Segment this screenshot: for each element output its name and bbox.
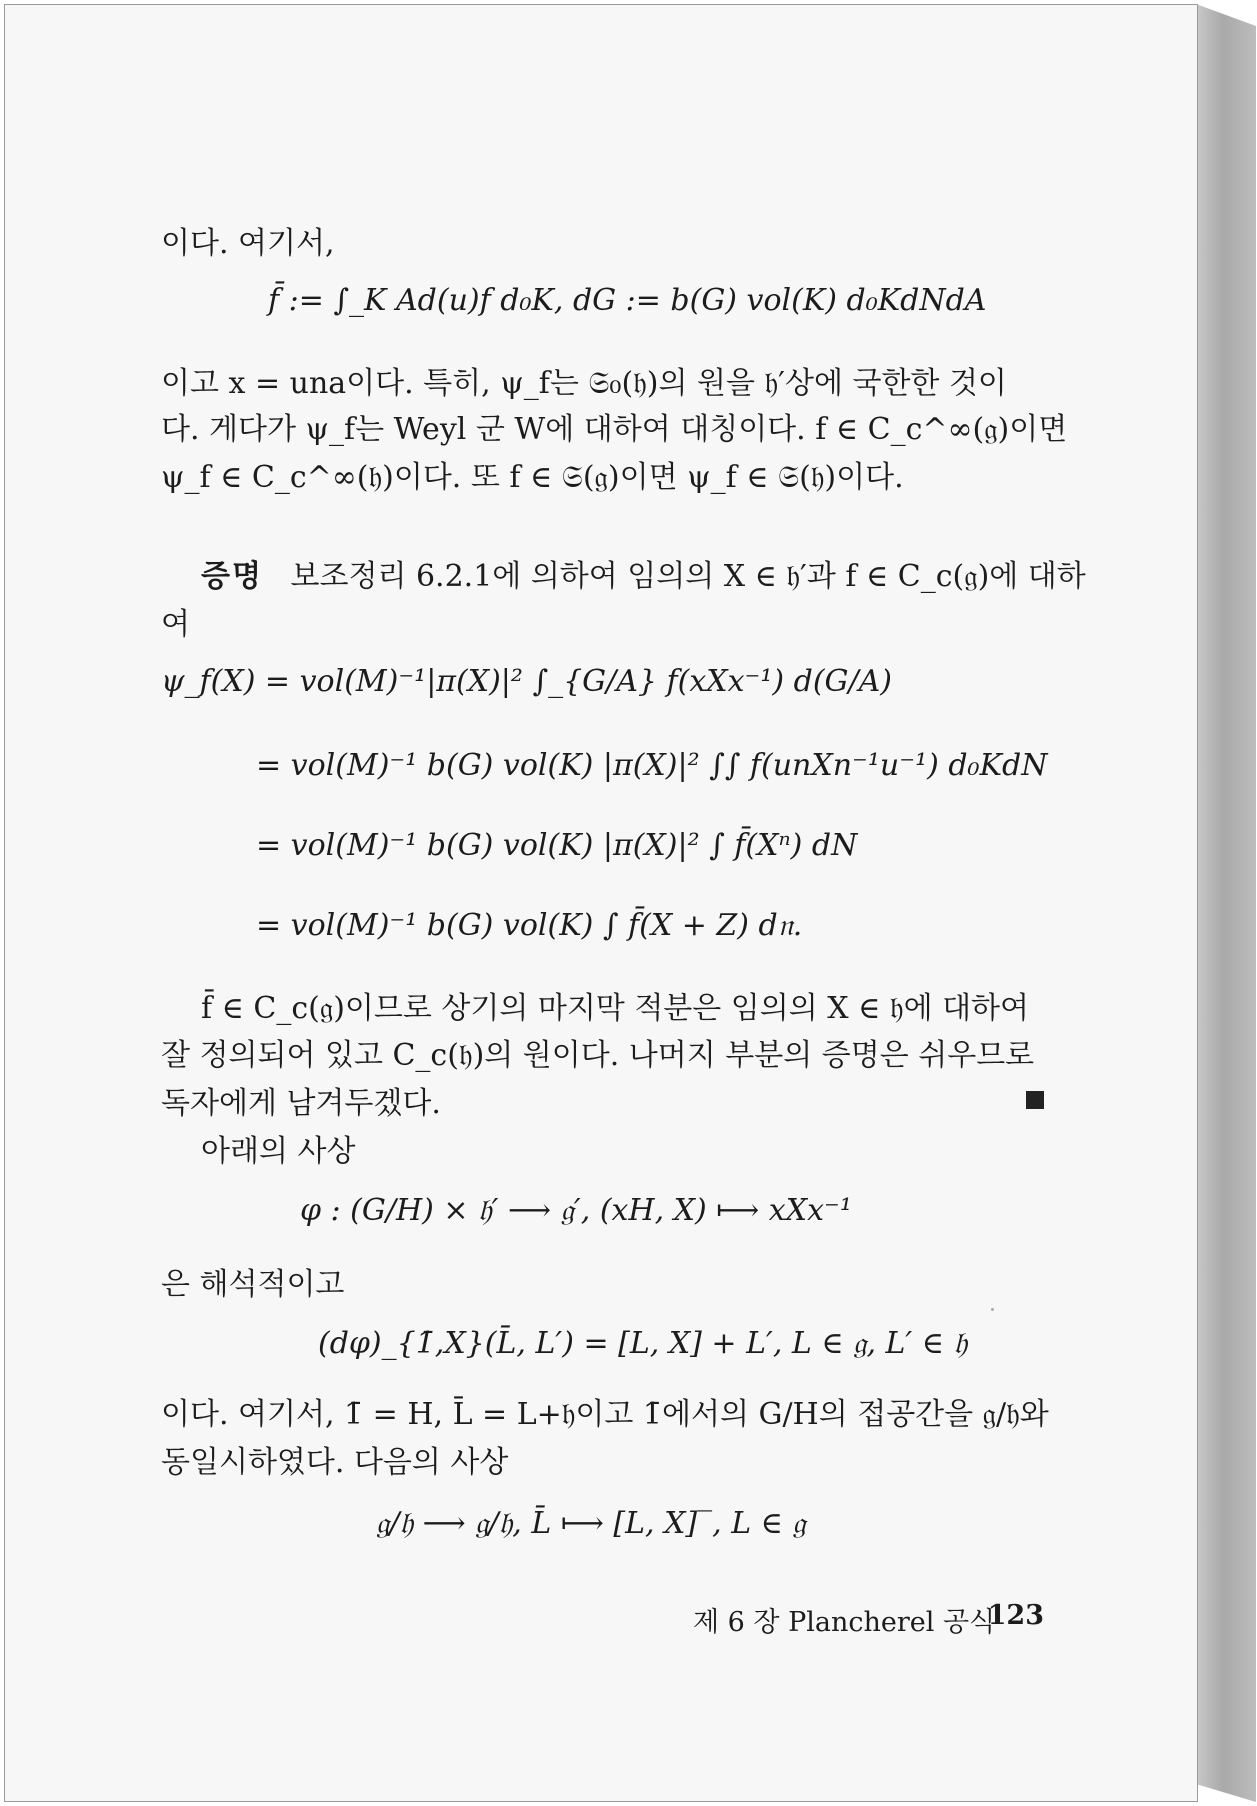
text-line-8: 잘 정의되어 있고 C_c(𝔥)의 원이다. 나머지 부분의 증명은 쉬우므로: [161, 1038, 1035, 1073]
proof-paragraph-first-line: [201, 551, 1086, 595]
equation-psi-line-3: = vol(M)⁻¹ b(G) vol(K) |π(X)|² ∫ f̄(Xⁿ) dN: [256, 828, 858, 863]
proof-label: 증명: [201, 559, 263, 594]
text-line-4: ψ_f ∈ C_c^∞(𝔥)이다. 또 f ∈ 𝔖(𝔤)이면 ψ_f ∈ 𝔖(𝔥)이다.: [161, 460, 904, 495]
text-line-12: 이다. 여기서, 1̄ = H, L̄ = L+𝔥이고 1̄에서의 G/H의 접공간을 𝔤/𝔥와: [161, 1397, 1049, 1432]
equation-differential: (dφ)_{1̄,X}(L̄, L′) = [L, X] + L′, L ∈ 𝔤, L′ ∈ 𝔥: [318, 1326, 968, 1361]
text-line-1: 이다. 여기서,: [161, 226, 335, 261]
equation-psi-line-1: ψ_f(X) = vol(M)⁻¹|π(X)|² ∫_{G/A} f(xXx⁻¹) d(G/A): [161, 664, 892, 699]
equation-quotient-map: 𝔤/𝔥 ⟶ 𝔤/𝔥, L̄ ⟼ [L, X]‾, L ∈ 𝔤: [376, 1506, 806, 1541]
scan-speck: [991, 1308, 994, 1311]
qed-square-icon: [1026, 1091, 1044, 1109]
chapter-title: 제 6 장 Plancherel 공식: [693, 1607, 996, 1638]
text-line-3: 다. 게다가 ψ_f는 Weyl 군 W에 대하여 대칭이다. f ∈ C_c^∞(𝔤)이면: [161, 412, 1068, 447]
page-edge-shadow: [1196, 4, 1256, 1802]
page-footer: [693, 1600, 1044, 1638]
text-line-9: 독자에게 남겨두겠다.: [161, 1086, 441, 1121]
text-line-13: 동일시하였다. 다음의 사상: [161, 1445, 509, 1480]
text-line-2: 이고 x = una이다. 특히, ψ_f는 𝔖₀(𝔥)의 원을 𝔥′상에 국한한 것이: [161, 366, 1007, 401]
equation-psi-line-4: = vol(M)⁻¹ b(G) vol(K) ∫ f̄(X + Z) d𝔫.: [256, 908, 803, 943]
text-line-11: 은 해석적이고: [161, 1267, 345, 1302]
page-number: 123: [987, 1600, 1044, 1631]
equation-phi-map: φ : (G/H) × 𝔥′ ⟶ 𝔤′, (xH, X) ⟼ xXx⁻¹: [300, 1193, 852, 1228]
equation-psi-line-2: = vol(M)⁻¹ b(G) vol(K) |π(X)|² ∫∫ f(unXn⁻¹u⁻¹) d₀KdN: [256, 748, 1048, 783]
text-line-7: f̄ ∈ C_c(𝔤)이므로 상기의 마지막 적분은 임의의 X ∈ 𝔥에 대하여: [201, 991, 1030, 1026]
text-line-6: 여: [161, 607, 190, 642]
text-line-10: 아래의 사상: [201, 1134, 356, 1169]
equation-fbar-definition: f̄ := ∫_K Ad(u)f d₀K, dG := b(G) vol(K) d₀KdNdA: [268, 283, 987, 318]
text-line-5: 보조정리 6.2.1에 의하여 임의의 X ∈ 𝔥′과 f ∈ C_c(𝔤)에 대하: [290, 559, 1086, 594]
